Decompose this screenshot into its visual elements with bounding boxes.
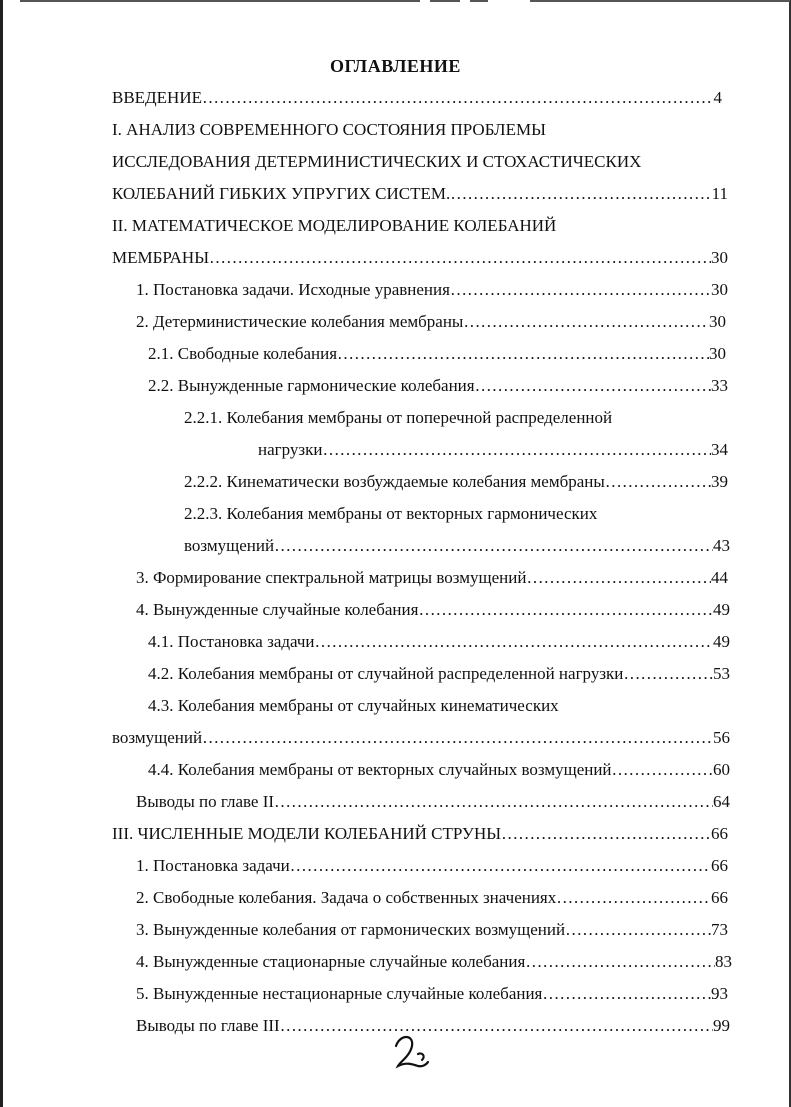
toc-leader [418, 598, 713, 622]
toc-leader [475, 374, 711, 398]
toc-entry-title: 1. Постановка задачи. Исходные уравнения [136, 280, 450, 299]
toc-entry-chapter-1-line-3 [112, 182, 728, 206]
toc-entry-title: 4. Вынужденные стационарные случайные колебания [136, 952, 526, 971]
toc-entry-section-2-2-3-line-2 [184, 534, 730, 558]
toc-entry-section-4-4 [148, 758, 730, 782]
toc-entry-chapter-1-line-1: I. АНАЛИЗ СОВРЕМЕННОГО СОСТОЯНИЯ ПРОБЛЕМЫ [112, 120, 546, 139]
toc-entry-section-3 [136, 566, 728, 590]
toc-entry-page: 30 [709, 312, 726, 331]
toc-entry-page: 11 [711, 184, 728, 203]
toc-entry-page: 60 [713, 760, 730, 779]
toc-entry-page: 99 [713, 1016, 730, 1035]
toc-leader [322, 438, 711, 462]
toc-entry-section-2-2-3-line-1: 2.2.3. Колебания мембраны от векторных гармонических [184, 504, 598, 523]
toc-entry-title: 4. Вынужденные случайные колебания [136, 600, 419, 619]
toc-entry-section-2-2-2 [184, 470, 728, 494]
toc-entry-section-1 [136, 278, 728, 302]
toc-entry-section-4-3-line-2 [112, 726, 730, 750]
toc-entry-title: КОЛЕБАНИЙ ГИБКИХ УПРУГИХ СИСТЕМ. [112, 184, 451, 203]
toc-leader [209, 246, 711, 270]
toc-entry-page: 66 [711, 888, 728, 907]
toc-entry-title: 2. Свободные колебания. Задача о собственных значениях [136, 888, 557, 907]
toc-entry-title: 2.2. Вынужденные гармонические колебания [148, 376, 475, 395]
toc-entry-title: Выводы по главе III [136, 1016, 280, 1035]
toc-leader [315, 630, 713, 654]
toc-entry-page: 43 [713, 536, 730, 555]
toc-entry-page: 73 [711, 920, 728, 939]
toc-entry-title: Выводы по главе II [136, 792, 275, 811]
scan-top-edge [0, 0, 791, 2]
toc-entry-section-4-3-line-1: 4.3. Колебания мембраны от случайных кинематических [148, 696, 559, 715]
toc-entry-page: 64 [713, 792, 730, 811]
toc-entry-title: нагрузки [258, 440, 323, 459]
toc-leader [280, 1014, 713, 1038]
toc-entry-section-2-2-1-line-2 [258, 438, 728, 462]
toc-leader [525, 950, 715, 974]
toc-entry-page: 49 [713, 600, 730, 619]
toc-entry-title: МЕМБРАНЫ [112, 248, 210, 267]
toc-entry-page: 33 [711, 376, 728, 395]
toc-leader [274, 790, 713, 814]
toc-entry-page: 39 [711, 472, 728, 491]
toc-entry-page: 44 [711, 568, 728, 587]
toc-entry-title: 4.4. Колебания мембраны от векторных случайных возмущений [148, 760, 612, 779]
toc-entry-introduction [112, 86, 722, 110]
toc-entry-title: возмущений [112, 728, 203, 747]
toc-entry-title: 3. Формирование спектральной матрицы возмущений [136, 568, 527, 587]
toc-entry-page: 30 [709, 344, 726, 363]
toc-entry-page: 66 [711, 856, 728, 875]
toc-entry-title: 4.1. Постановка задачи [148, 632, 315, 651]
toc-leader [450, 182, 711, 206]
toc-entry-chapter-2-line-2 [112, 246, 728, 270]
toc-leader [337, 342, 709, 366]
toc-entry-title: возмущений [184, 536, 275, 555]
toc-leader [202, 726, 713, 750]
toc-entry-page: 49 [713, 632, 730, 651]
toc-entry-page: 93 [711, 984, 728, 1003]
toc-entry-ch3-section-1 [136, 854, 728, 878]
toc-entry-title: 2.2.2. Кинематически возбуждаемые колебания мембраны [184, 472, 605, 491]
toc-entry-conclusions-2 [136, 790, 730, 814]
toc-entry-ch3-section-4 [136, 950, 732, 974]
toc-entry-title: 1. Постановка задачи [136, 856, 290, 875]
handwritten-page-number [392, 1032, 432, 1072]
toc-entry-page: 83 [715, 952, 732, 971]
toc-entry-title: 3. Вынужденные колебания от гармонических возмущений [136, 920, 566, 939]
toc-entry-title: 2. Детерминистические колебания мембраны [136, 312, 464, 331]
toc-entry-page: 30 [711, 248, 728, 267]
toc-leader [612, 758, 713, 782]
toc-entry-page: 53 [713, 664, 730, 683]
toc-entry-section-2 [136, 310, 726, 334]
toc-entry-chapter-2-line-1: II. МАТЕМАТИЧЕСКОЕ МОДЕЛИРОВАНИЕ КОЛЕБАНИЙ [112, 216, 557, 235]
toc-entry-section-2-1 [148, 342, 726, 366]
toc-leader [565, 918, 711, 942]
toc-entry-title: III. ЧИСЛЕННЫЕ МОДЕЛИ КОЛЕБАНИЙ СТРУНЫ [112, 824, 502, 843]
toc-entry-section-2-2-1-line-1: 2.2.1. Колебания мембраны от поперечной распределенной [184, 408, 613, 427]
toc-leader [623, 662, 713, 686]
toc-entry-page: 56 [713, 728, 730, 747]
toc-entry-page: 30 [711, 280, 728, 299]
toc-leader [556, 886, 711, 910]
toc-entry-page: 34 [711, 440, 728, 459]
toc-leader [463, 310, 709, 334]
toc-entry-section-2-2 [148, 374, 728, 398]
toc-entry-ch3-section-5 [136, 982, 728, 1006]
toc-leader [526, 566, 711, 590]
toc-entry-ch3-section-2 [136, 886, 728, 910]
toc-leader [542, 982, 711, 1006]
toc-leader [274, 534, 713, 558]
toc-entry-title: 2.1. Свободные колебания [148, 344, 338, 363]
toc-entry-ch3-section-3 [136, 918, 728, 942]
toc-entry-page: 4 [713, 88, 722, 107]
toc-leader [605, 470, 711, 494]
toc-entry-section-4-1 [148, 630, 730, 654]
page-title: ОГЛАВЛЕНИЕ [330, 56, 461, 76]
toc-leader [202, 86, 714, 110]
toc-entry-chapter-3 [112, 822, 728, 846]
toc-leader [290, 854, 711, 878]
toc-entry-section-4-2 [148, 662, 730, 686]
toc-entry-title: 4.2. Колебания мембраны от случайной распределенной нагрузки [148, 664, 624, 683]
scan-border-left [0, 0, 3, 1107]
toc-entry-title: 5. Вынужденные нестационарные случайные колебания [136, 984, 543, 1003]
toc-entry-conclusions-3 [136, 1014, 730, 1038]
toc-leader [501, 822, 711, 846]
toc-leader [450, 278, 711, 302]
toc-entry-page: 66 [711, 824, 728, 843]
toc-entry-title: ВВЕДЕНИЕ [112, 88, 202, 107]
toc-entry-chapter-1-line-2: ИССЛЕДОВАНИЯ ДЕТЕРМИНИСТИЧЕСКИХ И СТОХАСТИЧЕСКИХ [112, 152, 642, 171]
toc-entry-section-4 [136, 598, 730, 622]
